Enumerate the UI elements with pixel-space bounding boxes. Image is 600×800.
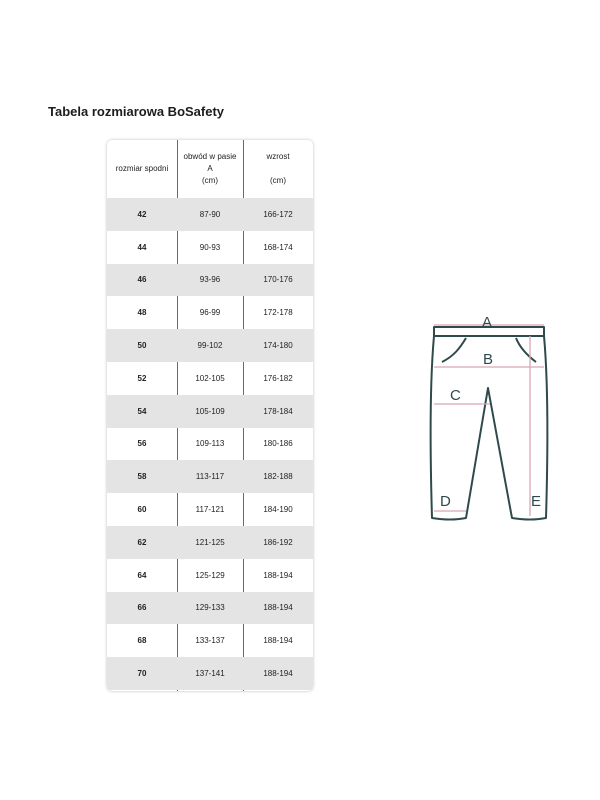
size-cell: 66 [137, 603, 147, 613]
header-height-unit: (cm) [270, 176, 286, 185]
pants-diagram [420, 300, 570, 530]
height-cell: 180-186 [263, 439, 293, 449]
height-cell: 172-178 [263, 308, 293, 318]
label-a: A [482, 314, 493, 331]
table-row [107, 395, 313, 428]
size-cell: 64 [137, 570, 147, 580]
size-cell: 56 [137, 439, 147, 449]
size-cell: 62 [137, 537, 147, 547]
size-cell: 52 [137, 373, 147, 383]
waist-cell: 93-96 [199, 275, 221, 285]
table-row [107, 559, 313, 592]
height-cell: 166-172 [263, 209, 293, 219]
label-c: C [450, 387, 461, 404]
height-cell: 170-176 [263, 275, 293, 285]
waist-cell: 117-121 [195, 505, 225, 515]
waist-cell: 109-113 [195, 439, 225, 449]
size-cell: 70 [137, 669, 147, 679]
height-cell: 184-190 [263, 505, 293, 515]
header-waist-unit: (cm) [202, 176, 218, 185]
header-waist-label: obwód w pasie [183, 152, 237, 161]
waist-cell: 137-141 [195, 669, 225, 679]
height-cell: 188-194 [263, 570, 293, 580]
size-cell: 68 [137, 636, 147, 646]
table-row [107, 493, 313, 526]
table-row [107, 264, 313, 297]
table-row [107, 231, 313, 264]
table-row [107, 362, 313, 395]
table-row [107, 657, 313, 690]
header-size: rozmiar spodni [115, 164, 169, 173]
table-row [107, 428, 313, 461]
height-cell: 188-194 [263, 603, 293, 613]
table-row [107, 198, 313, 231]
header-waist [177, 151, 243, 187]
header-height-label: wzrost [266, 152, 290, 161]
label-d: D [440, 493, 451, 510]
height-cell: 188-194 [263, 636, 293, 646]
size-cell: 58 [137, 472, 147, 482]
size-cell: 60 [137, 505, 147, 515]
waist-cell: 129-133 [195, 603, 225, 613]
label-b: B [483, 351, 494, 368]
waist-cell: 125-129 [195, 570, 225, 580]
size-cell: 42 [137, 209, 147, 219]
table-row [107, 624, 313, 657]
waist-cell: 113-117 [195, 472, 225, 482]
size-table [107, 140, 313, 691]
page-title: Tabela rozmiarowa BoSafety [48, 104, 225, 119]
table-row [107, 592, 313, 625]
table-body [107, 198, 313, 690]
size-cell: 46 [137, 275, 147, 285]
table-row [107, 460, 313, 493]
waist-cell: 90-93 [199, 242, 221, 252]
height-cell: 176-182 [263, 373, 293, 383]
label-e: E [531, 493, 542, 510]
height-cell: 178-184 [263, 406, 293, 416]
size-cell: 50 [137, 341, 147, 351]
waist-cell: 99-102 [197, 341, 223, 351]
table-header [107, 140, 313, 198]
table-row [107, 296, 313, 329]
height-cell: 182-188 [263, 472, 293, 482]
height-cell: 188-194 [263, 669, 293, 679]
waist-cell: 133-137 [195, 636, 225, 646]
header-waist-letter: A [207, 164, 213, 173]
size-cell: 48 [137, 308, 147, 318]
table-row [107, 526, 313, 559]
height-cell: 186-192 [263, 537, 293, 547]
waist-cell: 87-90 [199, 209, 221, 219]
size-cell: 54 [137, 406, 147, 416]
height-cell: 174-180 [263, 341, 293, 351]
waist-cell: 105-109 [195, 406, 225, 416]
size-cell: 44 [137, 242, 147, 252]
height-cell: 168-174 [263, 242, 293, 252]
header-height [243, 151, 313, 187]
waist-cell: 102-105 [195, 373, 225, 383]
waist-cell: 121-125 [195, 537, 225, 547]
table-row [107, 329, 313, 362]
waist-cell: 96-99 [199, 308, 221, 318]
